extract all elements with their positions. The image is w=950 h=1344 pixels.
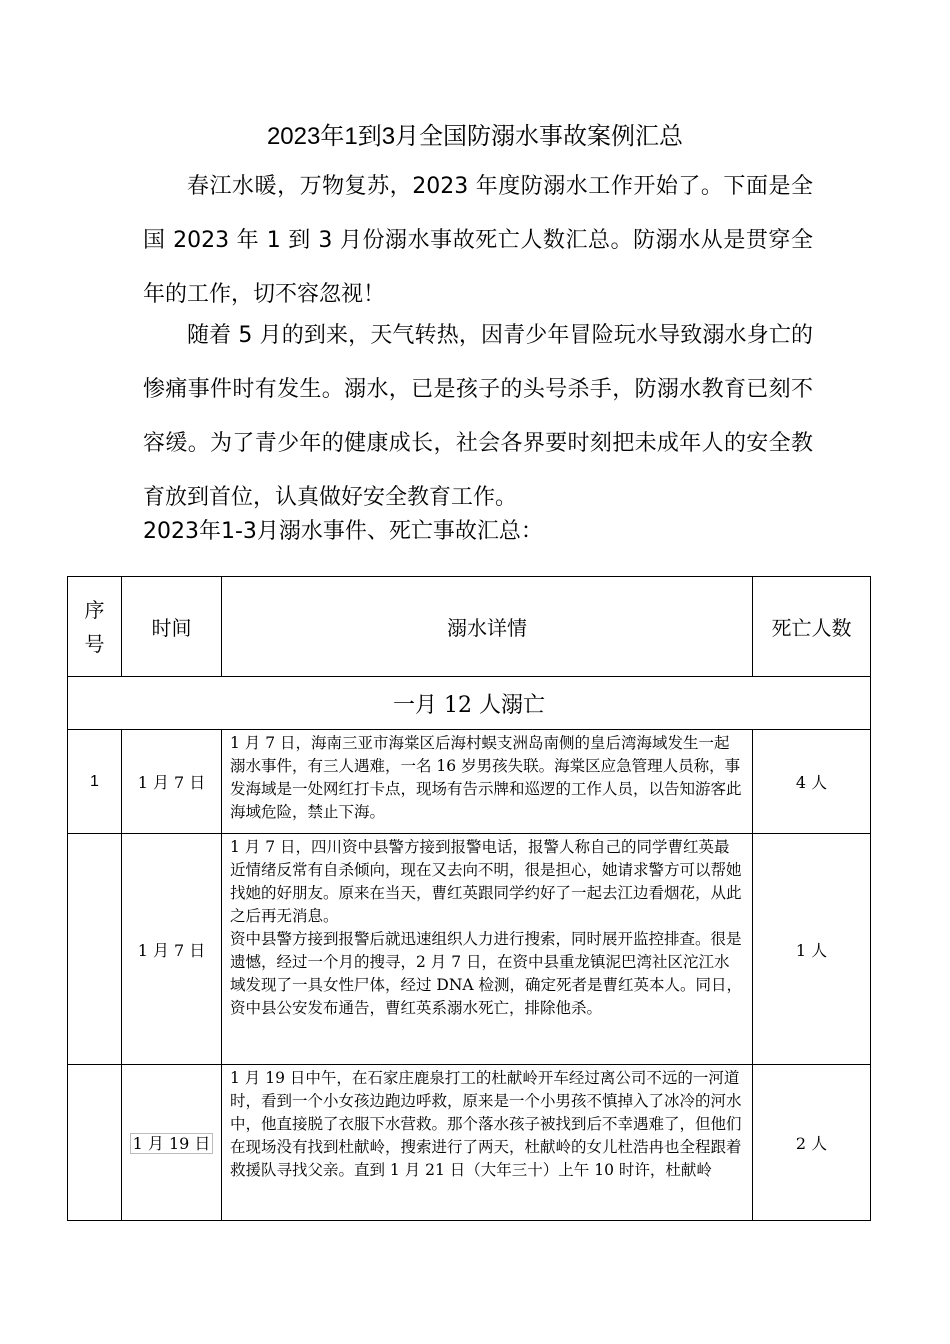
header-seq: [68, 577, 122, 677]
table-header-row: [68, 577, 871, 677]
table-row: [68, 834, 871, 1065]
cell-date: 1 月 7 日: [122, 730, 222, 834]
header-date: 时间: [122, 577, 222, 677]
cell-deaths: 4 人: [753, 730, 871, 834]
table-row: [68, 730, 871, 834]
table-row: [68, 1065, 871, 1221]
cell-detail: 1 月 19 日中午，在石家庄鹿泉打工的杜献岭开车经过离公司不远的一河道时，看到一个小女孩边跑边呼救，原来是一个小男孩不慎掉入了冰冷的河水中，他直接脱了衣服下水营救。那个落水孩子被找到后不幸遇难了，但他们在现场没有找到杜献岭，搜索进行了两天，杜献岭的女儿杜浩冉也全程跟着救援队寻找父亲。直到 1 月 21 日（大年三十）上午 10 时许，杜献岭: [222, 1065, 753, 1221]
cell-seq: 1: [68, 730, 122, 834]
warning-paragraph: 随着 5 月的到来，天气转热，因青少年冒险玩水导致溺水身亡的惨痛事件时有发生。溺水，已是孩子的头号杀手，防溺水教育已刻不容缓。为了青少年的健康成长，社会各界要时刻把未成年人的安全教育放到首位，认真做好安全教育工作。: [143, 323, 813, 510]
header-detail: 溺水详情: [222, 577, 753, 677]
header-deaths: 死亡人数: [753, 577, 871, 677]
month-heading-row: [68, 677, 871, 730]
cell-date: 1 月 7 日: [122, 834, 222, 1065]
table-subtitle: 2023年1-3月溺水事件、死亡事故汇总：: [143, 519, 543, 544]
cell-deaths: 1 人: [753, 834, 871, 1065]
cell-detail: 1 月 7 日，四川资中县警方接到报警电话，报警人称自己的同学曹红英最近情绪反常有自杀倾向，现在又去向不明，很是担心，她请求警方可以帮她找她的好朋友。原来在当天，曹红英跟同学约好了一起去江边看烟花，从此之后再无消息。 资中县警方接到报警后就迅速组织人力进行搜索，同时展开监控排查。很是遗憾，经过一个月的搜寻，2 月 7 日，在资中县重龙镇泥巴湾社区沱江水域发现了一具女性尸体，经过 DNA 检测，确定死者是曹红英本人。同日，资中县公安发布通告，曹红英系溺水死亡，排除他杀。: [222, 834, 753, 1065]
cell-deaths: 2 人: [753, 1065, 871, 1221]
drowning-incidents-table: [67, 576, 871, 1221]
cell-seq: [68, 834, 122, 1065]
month-heading: 一月 12 人溺亡: [68, 677, 871, 730]
cell-seq: [68, 1065, 122, 1221]
document-title: [0, 116, 950, 151]
document-title-text: 2023年1到3月全国防溺水事故案例汇总: [266, 123, 684, 150]
cell-date: [122, 1065, 222, 1221]
header-seq-label: 序号: [84, 597, 105, 656]
cell-detail: 1 月 7 日，海南三亚市海棠区后海村蜈支洲岛南侧的皇后湾海域发生一起溺水事件，有三人遇难，一名 16 岁男孩失联。海棠区应急管理人员称，事发海域是一处网红打卡点，现场有告示牌和巡逻的工作人员，以告知游客此海域危险，禁止下海。: [222, 730, 753, 834]
intro-paragraph: 春江水暖，万物复苏，2023 年度防溺水工作开始了。下面是全国 2023 年 1 到 3 月份溺水事故死亡人数汇总。防溺水从是贯穿全年的工作，切不容忽视！: [143, 174, 813, 307]
cell-date-text: 1 月 19 日: [130, 1133, 214, 1154]
